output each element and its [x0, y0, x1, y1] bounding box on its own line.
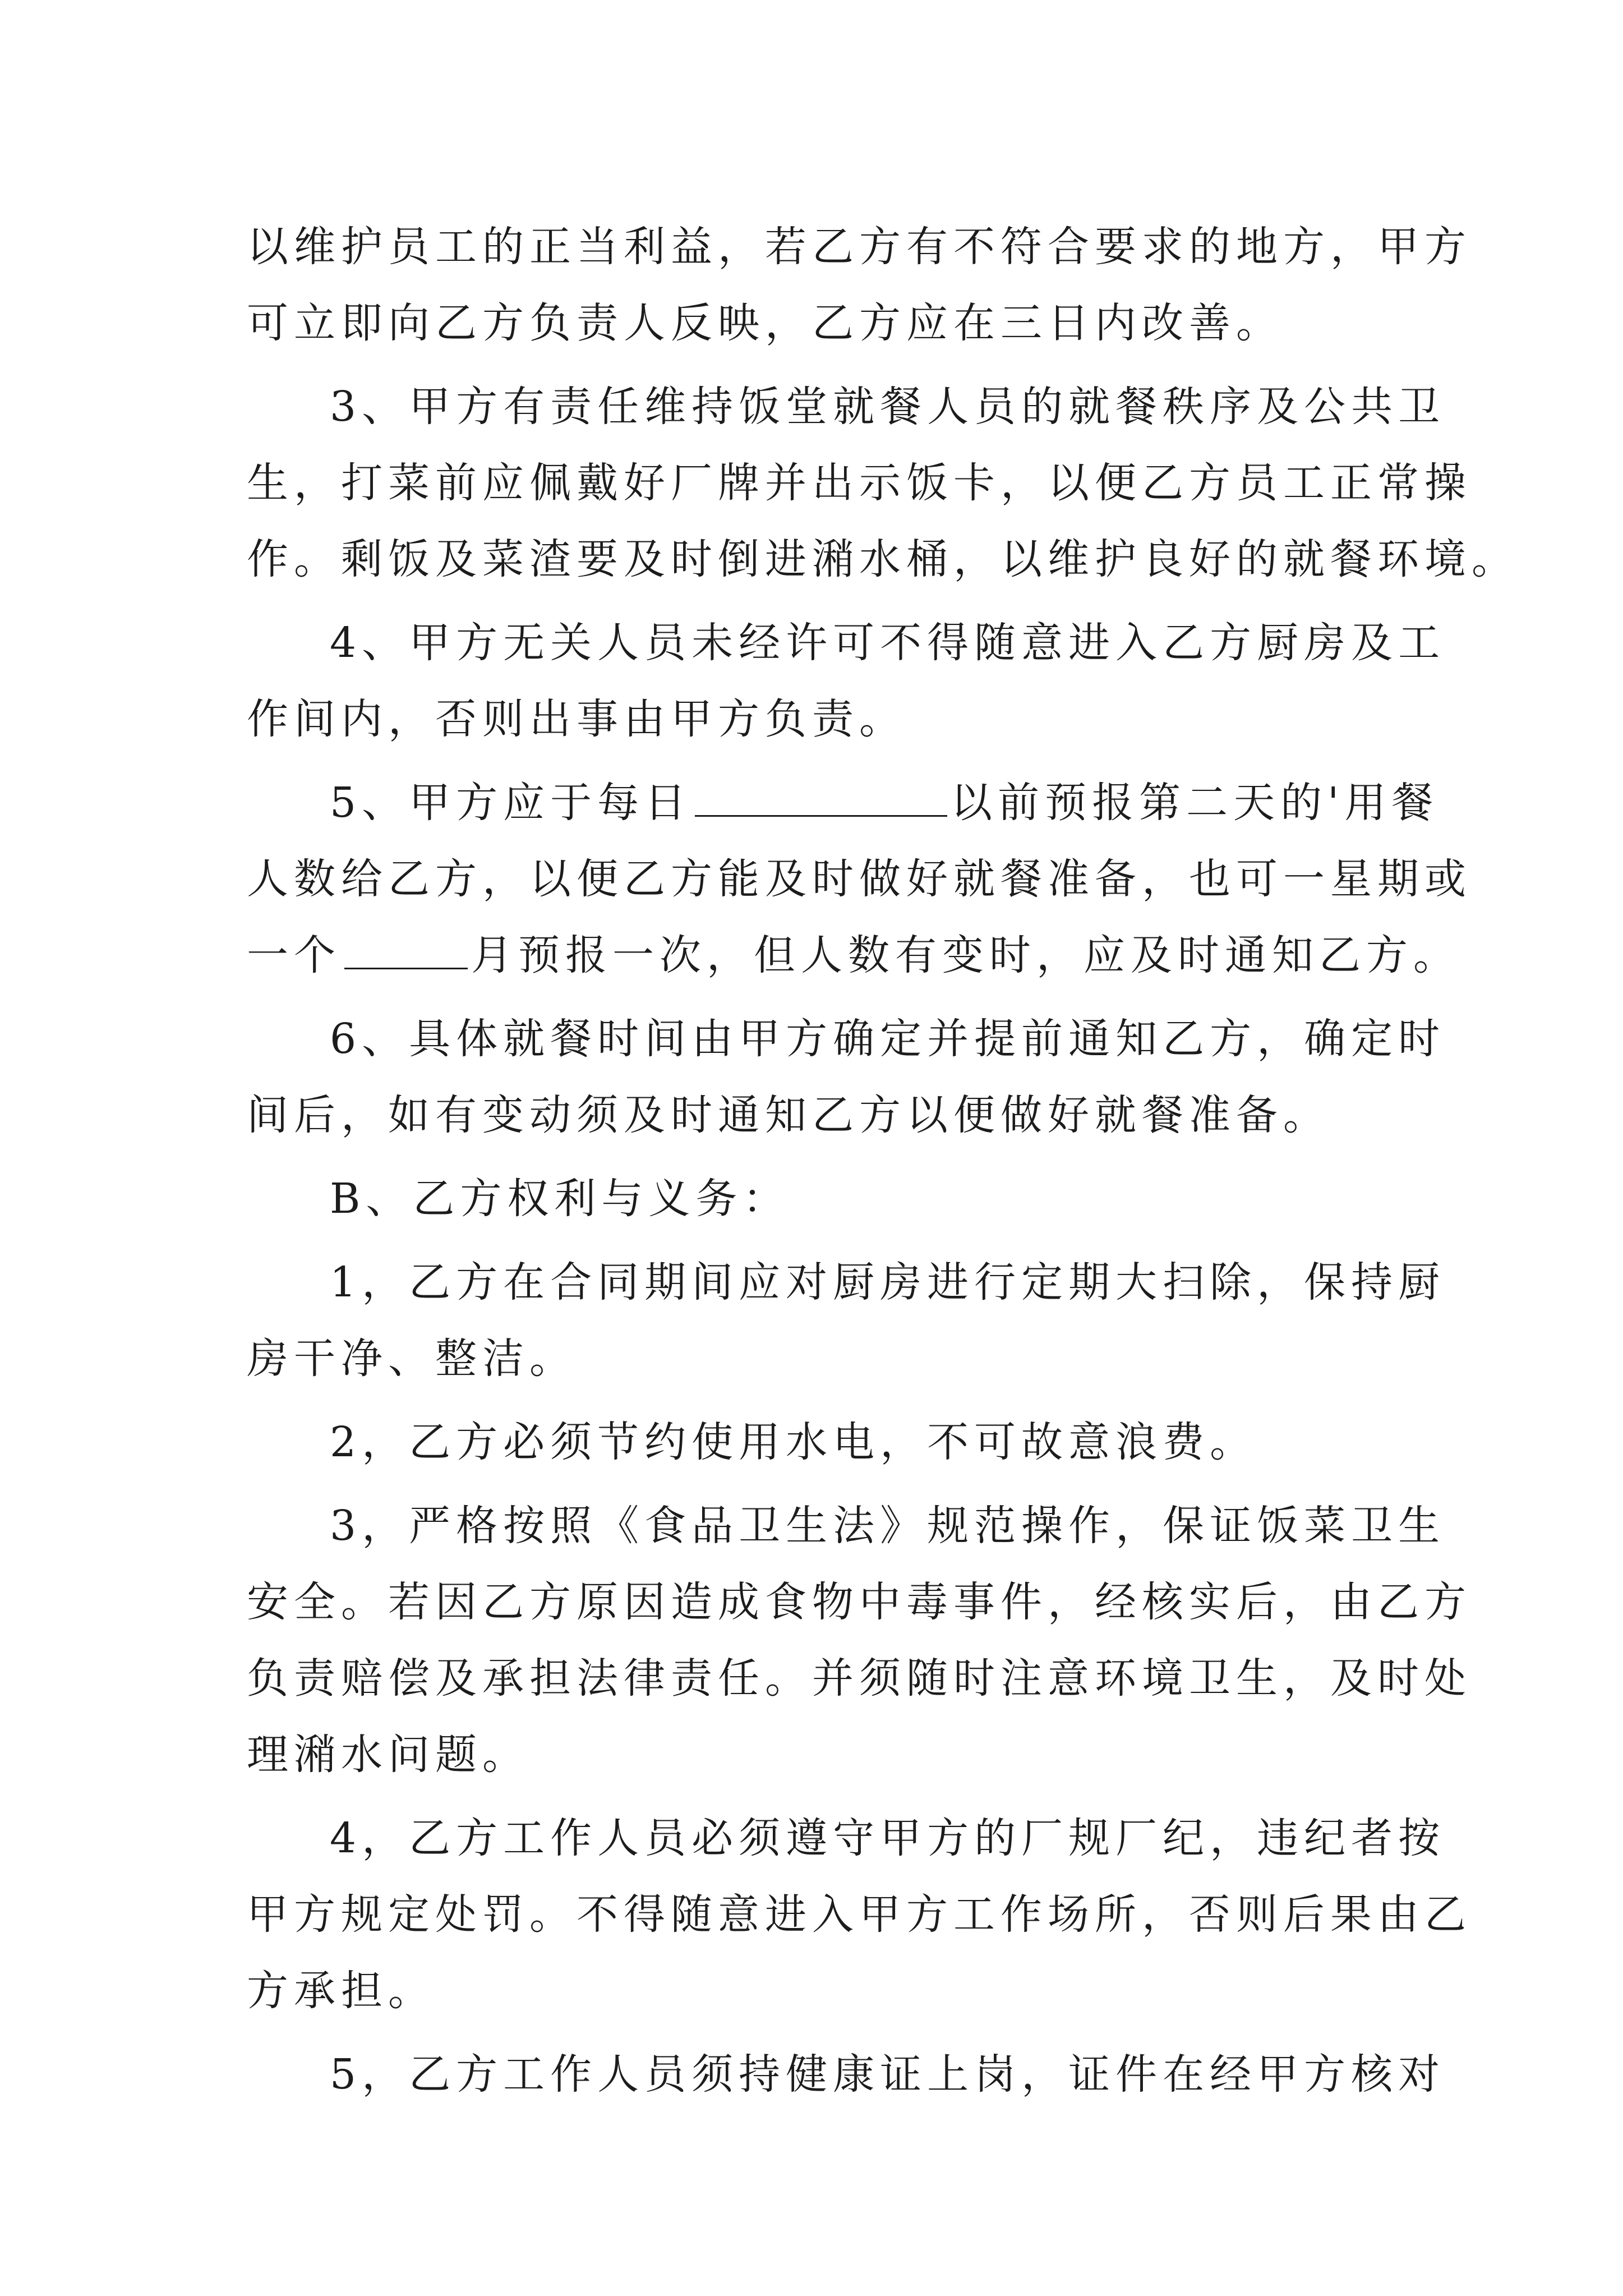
text-segment: 5、甲方应于每日: [330, 779, 692, 827]
text-line: 以维护员工的正当利益，若乙方有不符合要求的地方，甲方: [247, 223, 1472, 271]
text-line: 作间内，否则出事由甲方负责。: [247, 695, 906, 743]
text-line: 理潲水问题。: [247, 1731, 529, 1779]
text-line: 4、甲方无关人员未经许可不得随意进入乙方厨房及工: [330, 619, 1446, 667]
text-line: 3、甲方有责任维持饭堂就餐人员的就餐秩序及公共卫: [330, 383, 1446, 431]
text-line: 1，乙方在合同期间应对厨房进行定期大扫除，保持厨: [330, 1258, 1446, 1306]
text-segment: 一个: [247, 931, 341, 979]
text-line: 生，打菜前应佩戴好厂牌并出示饭卡，以便乙方员工正常操: [247, 459, 1472, 507]
text-line: 6、具体就餐时间由甲方确定并提前通知乙方，确定时: [330, 1015, 1446, 1063]
text-line: 3，严格按照《食品卫生法》规范操作，保证饭菜卫生: [330, 1502, 1446, 1550]
fill-in-blank[interactable]: [344, 924, 468, 969]
section-heading: B、乙方权利与义务：: [330, 1175, 790, 1223]
text-segment: 月预报一次，但人数有变时，应及时通知乙方。: [471, 931, 1460, 979]
text-line: [247, 765, 1439, 841]
text-line: 负责赔偿及承担法律责任。并须随时注意环境卫生，及时处: [247, 1654, 1472, 1703]
text-line: 方承担。: [247, 1967, 435, 2015]
fill-in-blank[interactable]: [695, 771, 947, 817]
text-line: 安全。若因乙方原因造成食物中毒事件，经核实后，由乙方: [247, 1578, 1472, 1626]
text-line: 甲方规定处罚。不得随意进入甲方工作场所，否则后果由乙: [247, 1890, 1472, 1939]
text-line: 人数给乙方，以便乙方能及时做好就餐准备，也可一星期或: [247, 855, 1472, 903]
text-line: 2，乙方必须节约使用水电，不可故意浪费。: [330, 1418, 1257, 1466]
text-line: 可立即向乙方负责人反映，乙方应在三日内改善。: [247, 299, 1283, 347]
text-line: [247, 917, 1460, 993]
text-line: 5，乙方工作人员须持健康证上岗，证件在经甲方核对: [330, 2050, 1446, 2099]
text-line: 作。剩饭及菜渣要及时倒进潲水桶，以维护良好的就餐环境。: [247, 535, 1519, 583]
text-line: 间后，如有变动须及时通知乙方以便做好就餐准备。: [247, 1091, 1330, 1139]
text-segment: 以前预报第二天的'用餐: [951, 779, 1439, 827]
text-line: 房干净、整洁。: [247, 1335, 577, 1383]
document-body: [247, 209, 1519, 2113]
text-line: 4，乙方工作人员必须遵守甲方的厂规厂纪，违纪者按: [330, 1814, 1446, 1862]
